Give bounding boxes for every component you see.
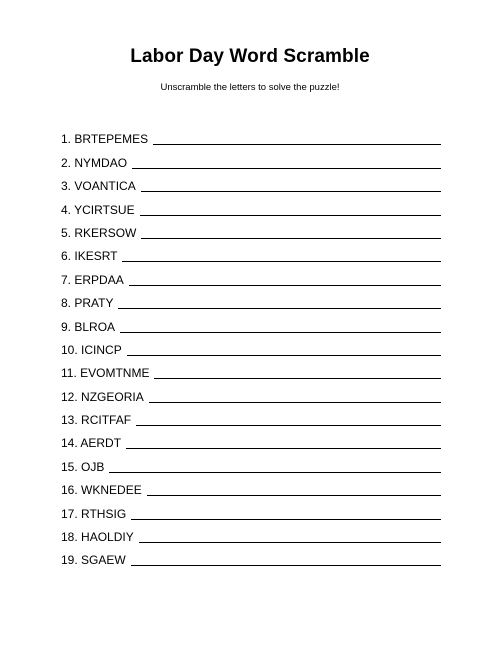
item-number: 3. — [61, 179, 72, 194]
item-number: 8. — [61, 296, 72, 311]
scrambled-letters: ICINCP — [81, 342, 122, 357]
scramble-word — [61, 413, 131, 427]
scramble-word — [61, 553, 126, 567]
scrambled-letters: YCIRTSUE — [74, 202, 135, 217]
scramble-word — [61, 320, 115, 334]
instructions: Unscramble the letters to solve the puzzle! — [160, 82, 340, 93]
item-number: 19. — [61, 553, 78, 568]
scrambled-letters: ERPDAA — [74, 272, 124, 287]
answer-line[interactable] — [132, 156, 441, 169]
item-number: 10. — [61, 342, 78, 357]
answer-line[interactable] — [141, 179, 441, 192]
scramble-word — [61, 436, 121, 450]
scramble-word — [61, 507, 126, 521]
scramble-item — [61, 427, 441, 450]
item-number: 4. — [61, 202, 72, 217]
answer-line[interactable] — [109, 460, 441, 473]
item-number: 7. — [61, 272, 72, 287]
scrambled-letters: IKESRT — [74, 249, 118, 264]
scrambled-letters: BRTEPEMES — [74, 132, 149, 147]
scramble-item — [61, 263, 441, 286]
item-number: 15. — [61, 459, 78, 474]
scramble-word — [61, 343, 122, 357]
scramble-item — [61, 497, 441, 520]
scramble-item — [61, 334, 441, 357]
scramble-item — [61, 287, 441, 310]
scrambled-letters: AERDT — [80, 436, 122, 451]
scramble-word — [61, 390, 144, 404]
scramble-word — [61, 203, 135, 217]
item-number: 13. — [61, 413, 78, 428]
scrambled-letters: BLROA — [74, 319, 116, 334]
scramble-item — [61, 193, 441, 216]
scramble-item — [61, 146, 441, 169]
scramble-word — [61, 483, 142, 497]
scramble-item — [61, 380, 441, 403]
scramble-word — [61, 226, 136, 240]
scramble-item — [61, 450, 441, 473]
answer-line[interactable] — [149, 390, 441, 403]
answer-line[interactable] — [153, 132, 441, 145]
answer-line[interactable] — [127, 343, 441, 356]
answer-line[interactable] — [131, 507, 441, 520]
answer-line[interactable] — [131, 553, 441, 566]
answer-line[interactable] — [147, 483, 441, 496]
answer-line[interactable] — [140, 203, 441, 216]
scramble-word — [61, 296, 113, 310]
scramble-item — [61, 123, 441, 146]
answer-line[interactable] — [139, 530, 441, 543]
scramble-word — [61, 366, 149, 380]
scrambled-letters: SGAEW — [81, 553, 126, 568]
answer-line[interactable] — [129, 273, 441, 286]
item-number: 17. — [61, 506, 78, 521]
answer-line[interactable] — [120, 320, 441, 333]
answer-line[interactable] — [118, 296, 441, 309]
scrambled-letters: NZGEORIA — [81, 389, 144, 404]
answer-line[interactable] — [141, 226, 441, 239]
item-number: 12. — [61, 389, 78, 404]
scramble-word — [61, 460, 104, 474]
answer-line[interactable] — [154, 366, 441, 379]
item-number: 6. — [61, 249, 72, 264]
scramble-word — [61, 156, 127, 170]
scrambled-letters: PRATY — [74, 296, 114, 311]
scramble-item — [61, 240, 441, 263]
scrambled-letters: RCITFAF — [81, 413, 132, 428]
scrambled-letters: HAOLDIY — [81, 530, 134, 545]
scramble-item — [61, 404, 441, 427]
scramble-word — [61, 179, 136, 193]
scramble-item — [61, 217, 441, 240]
scramble-word — [61, 132, 148, 146]
scramble-word — [61, 249, 117, 263]
scramble-item — [61, 521, 441, 544]
scrambled-letters: OJB — [81, 459, 105, 474]
item-number: 11. — [61, 366, 77, 381]
scramble-item — [61, 310, 441, 333]
answer-line[interactable] — [126, 436, 441, 449]
item-number: 18. — [61, 530, 78, 545]
scramble-item — [61, 357, 441, 380]
page-title: Labor Day Word Scramble — [130, 46, 370, 67]
scrambled-letters: RTHSIG — [81, 506, 127, 521]
item-number: 1. — [61, 132, 72, 147]
scrambled-letters: EVOMTNME — [80, 366, 150, 381]
scramble-item — [61, 544, 441, 567]
scrambled-letters: RKERSOW — [74, 225, 137, 240]
item-number: 14. — [61, 436, 78, 451]
scramble-list — [61, 123, 441, 567]
scramble-word — [61, 273, 124, 287]
item-number: 16. — [61, 483, 78, 498]
item-number: 2. — [61, 155, 72, 170]
scramble-item — [61, 474, 441, 497]
item-number: 5. — [61, 225, 72, 240]
answer-line[interactable] — [136, 413, 441, 426]
scrambled-letters: WKNEDEE — [81, 483, 142, 498]
scramble-word — [61, 530, 134, 544]
scramble-item — [61, 170, 441, 193]
scrambled-letters: VOANTICA — [74, 179, 136, 194]
answer-line[interactable] — [122, 249, 441, 262]
scrambled-letters: NYMDAO — [74, 155, 128, 170]
item-number: 9. — [61, 319, 72, 334]
